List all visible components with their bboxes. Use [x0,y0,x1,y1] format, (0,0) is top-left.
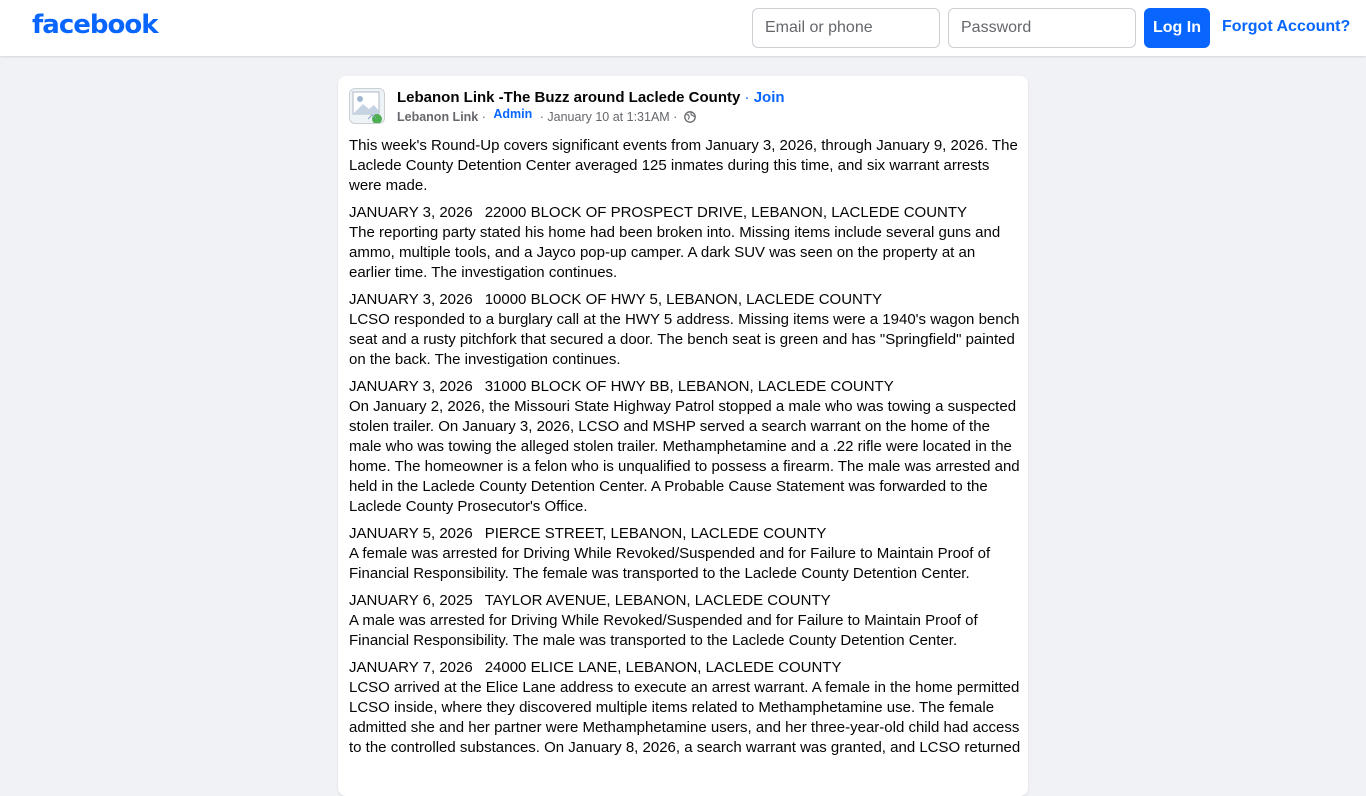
entry-date: JANUARY 3, 2026 [349,204,473,221]
group-name-link[interactable]: Lebanon Link -The Buzz around Laclede County [397,89,741,106]
entry-location: PIERCE STREET, LEBANON, LACLEDE COUNTY [484,525,827,542]
post-body [349,136,1021,765]
log-in-button[interactable]: Log In [1144,8,1210,48]
post-meta [397,107,696,124]
entry-location: 10000 BLOCK OF HWY 5, LEBANON, LACLEDE COUNTY [484,291,883,308]
entry-heading [349,377,1021,397]
entry-text: On January 2, 2026, the Missouri State Highway Patrol stopped a male who was towing a suspected stolen trailer. On January 3, 2026, LCSO and MSHP served a search warrant on the home of the male who was towing the alleged stolen trailer. Methamphetamine and a .22 rifle were located in the home. The homeowner is a felon who is unqualified to possess a firearm. The male was arrested and held in the Laclede County Detention Center. A Probable Cause Statement was forwarded to the Laclede County Prosecutor's Office. [349,398,1020,515]
entry-date: JANUARY 3, 2026 [349,378,473,395]
entry-text: LCSO arrived at the Elice Lane address to execute an arrest warrant. A female in the home permitted LCSO inside, where they discovered multiple items related to Methamphetamine use. The female admitted she and her partner were Methamphetamine users, and her three-year-old child had access to the controlled substances. On January 8, 2026, a search warrant was granted, and LCSO returned [349,679,1021,756]
post-timestamp[interactable]: · January 10 at 1:31AM · [539,110,678,124]
admin-badge: Admin [493,107,533,121]
entry-text: The reporting party stated his home had been broken into. Missing items include several guns and ammo, multiple tools, and a Jayco pop-up camper. A dark SUV was seen on the property at an earlier time. The investigation continues. [349,224,1001,281]
entry-date: JANUARY 3, 2026 [349,291,473,308]
entry-location: 31000 BLOCK OF HWY BB, LEBANON, LACLEDE COUNTY [484,378,894,395]
entry-heading [349,591,1021,611]
globe-icon [684,111,696,123]
entry-location: 22000 BLOCK OF PROSPECT DRIVE, LEBANON, LACLEDE COUNTY [484,204,968,221]
report-entry [349,658,1021,758]
entry-date: JANUARY 7, 2026 [349,659,473,676]
report-entry [349,290,1021,370]
join-group-button[interactable]: Join [753,89,785,106]
report-entry [349,203,1021,283]
author-name-link[interactable]: Lebanon Link [397,110,479,124]
author-separator: · [481,110,486,124]
entry-heading [349,524,1021,544]
facebook-logo[interactable]: facebook [32,10,158,40]
top-navigation-bar [0,0,1366,56]
report-entry [349,591,1021,651]
report-entry [349,524,1021,584]
entry-location: TAYLOR AVENUE, LEBANON, LACLEDE COUNTY [484,592,831,609]
post-card [338,76,1028,796]
report-entry [349,377,1021,517]
entry-location: 24000 ELICE LANE, LEBANON, LACLEDE COUNTY [484,659,842,676]
entry-heading [349,290,1021,310]
group-avatar[interactable] [349,88,385,124]
entry-heading [349,658,1021,678]
post-header-title [397,89,785,106]
entry-date: JANUARY 5, 2026 [349,525,473,542]
entry-text: LCSO responded to a burglary call at the HWY 5 address. Missing items were a 1940's wagon bench seat and a rusty pitchfork that secured a door. The bench seat is green and has "Springfield" painted on the back. The investigation continues. [349,311,1020,368]
password-input[interactable] [948,8,1136,48]
forgot-account-link[interactable]: Forgot Account? [1222,18,1351,35]
entry-date: JANUARY 6, 2025 [349,592,473,609]
email-or-phone-input[interactable] [752,8,940,48]
title-separator: · [744,89,750,106]
post-intro: This week's Round-Up covers significant events from January 3, 2026, through January 9, 2026. The Laclede County Detention Center averaged 125 inmates during this time, and six warrant arrests were made. [349,137,1018,194]
broken-image-icon [350,89,385,124]
entry-text: A female was arrested for Driving While Revoked/Suspended and for Failure to Maintain Proof of Financial Responsibility. The female was transported to the Laclede County Detention Center. [349,545,991,582]
entry-heading [349,203,1021,223]
entry-text: A male was arrested for Driving While Revoked/Suspended and for Failure to Maintain Proof of Financial Responsibility. The male was transported to the Laclede County Detention Center. [349,612,978,649]
